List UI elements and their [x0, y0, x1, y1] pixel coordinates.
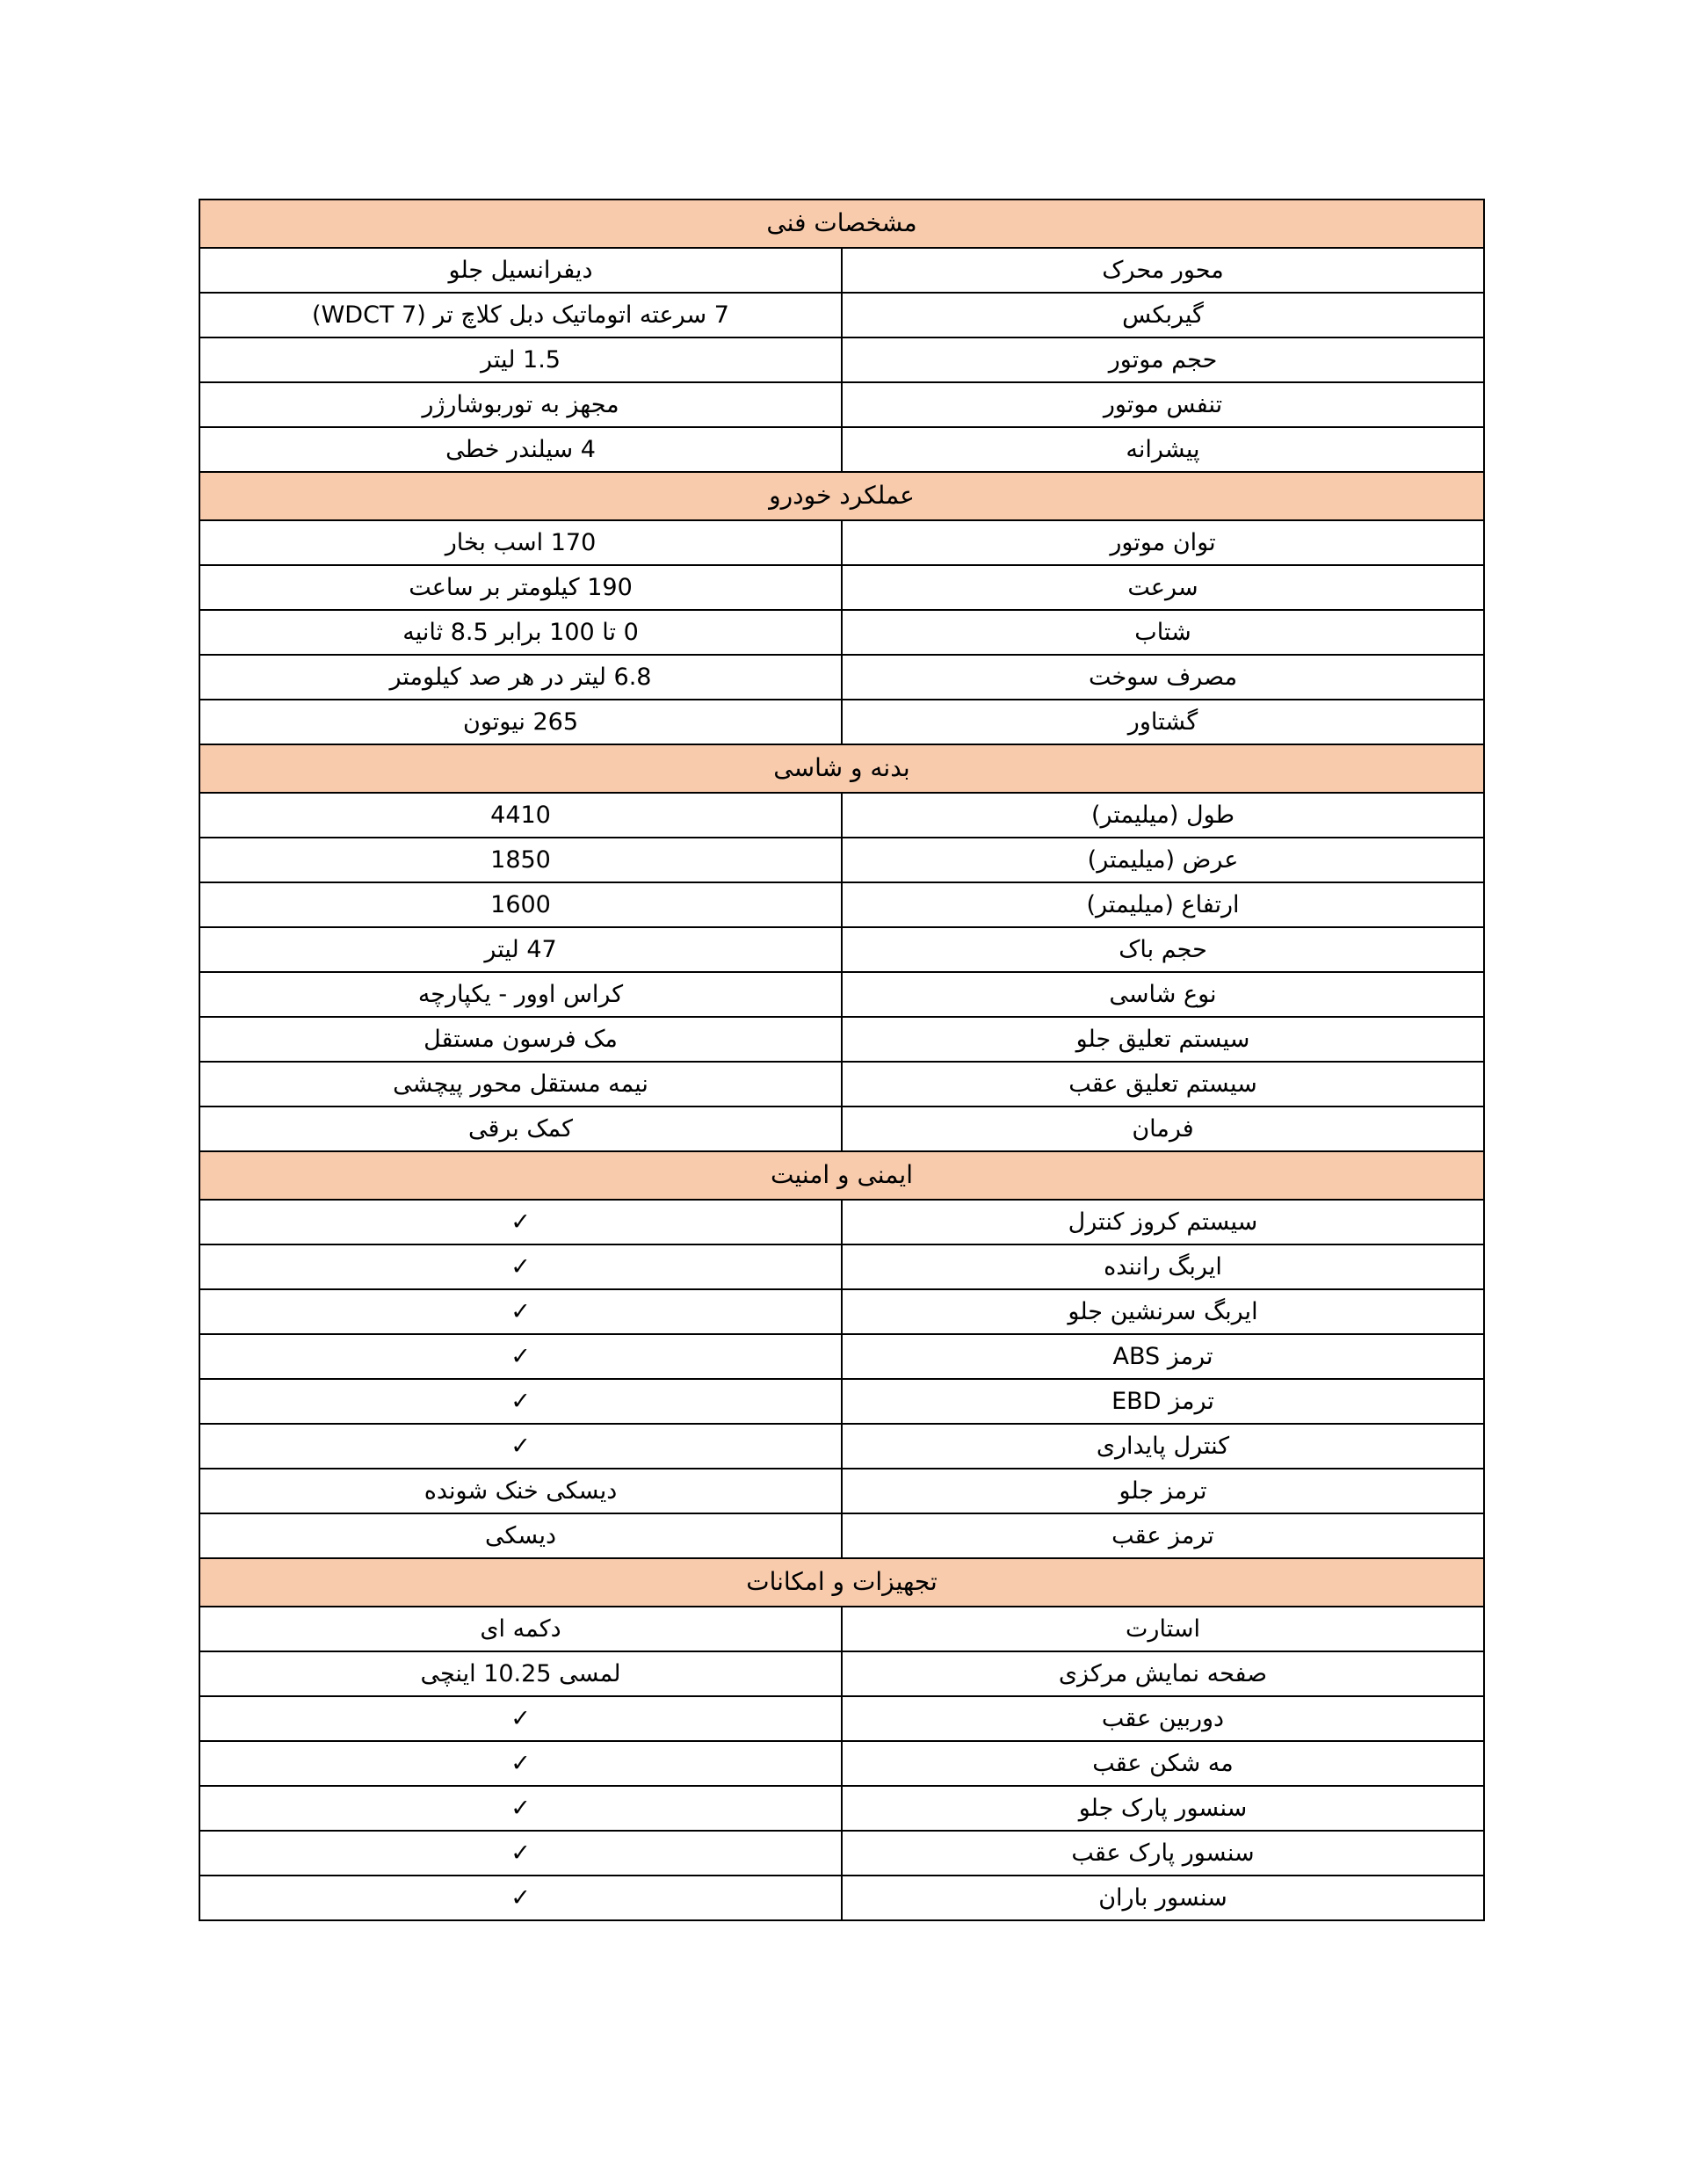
spec-label: ترمز جلو [842, 1469, 1484, 1513]
table-row [199, 1200, 1484, 1244]
table-row [199, 1469, 1484, 1513]
spec-value: مک فرسون مستقل [199, 1017, 842, 1062]
section-header-row [199, 1558, 1484, 1607]
spec-label: نوع شاسی [842, 972, 1484, 1017]
spec-label: شتاب [842, 610, 1484, 655]
table-row [199, 1244, 1484, 1289]
spec-label: صفحه نمایش مرکزی [842, 1651, 1484, 1696]
table-row [199, 520, 1484, 565]
table-row [199, 838, 1484, 882]
spec-label: عرض (میلیمتر) [842, 838, 1484, 882]
table-row [199, 1062, 1484, 1107]
table-row [199, 610, 1484, 655]
spec-label: گیربکس [842, 293, 1484, 337]
spec-label: طول (میلیمتر) [842, 793, 1484, 838]
spec-label: سنسور پارک جلو [842, 1786, 1484, 1831]
table-row [199, 337, 1484, 382]
table-row [199, 1876, 1484, 1920]
spec-label: سیستم تعلیق جلو [842, 1017, 1484, 1062]
table-row [199, 700, 1484, 744]
spec-value: 4410 [199, 793, 842, 838]
spec-label: ارتفاع (میلیمتر) [842, 882, 1484, 927]
spec-label: ایربگ راننده [842, 1244, 1484, 1289]
spec-label: حجم موتور [842, 337, 1484, 382]
spec-label: مه شکن عقب [842, 1741, 1484, 1786]
table-row [199, 1831, 1484, 1876]
spec-label: سرعت [842, 565, 1484, 610]
section-title: بدنه و شاسی [199, 744, 1484, 793]
spec-value: دکمه ای [199, 1607, 842, 1651]
spec-value: 170 اسب بخار [199, 520, 842, 565]
check-icon: ✓ [199, 1244, 842, 1289]
spec-value: دیسکی [199, 1513, 842, 1558]
section-title: تجهیزات و امکانات [199, 1558, 1484, 1607]
spec-table [199, 199, 1485, 1921]
spec-table-body [199, 200, 1484, 1920]
check-icon: ✓ [199, 1696, 842, 1741]
table-row [199, 927, 1484, 972]
check-icon: ✓ [199, 1334, 842, 1379]
section-title: مشخصات فنی [199, 200, 1484, 248]
table-row [199, 1786, 1484, 1831]
spec-value: دیفرانسیل جلو [199, 248, 842, 293]
section-header-row [199, 472, 1484, 520]
spec-value: 265 نیوتون [199, 700, 842, 744]
section-header-row [199, 1151, 1484, 1200]
table-row [199, 1513, 1484, 1558]
table-row [199, 1379, 1484, 1424]
table-row [199, 882, 1484, 927]
spec-value: 4 سیلندر خطی [199, 427, 842, 472]
spec-value: نیمه مستقل محور پیچشی [199, 1062, 842, 1107]
section-title: ایمنی و امنیت [199, 1151, 1484, 1200]
check-icon: ✓ [199, 1786, 842, 1831]
table-row [199, 382, 1484, 427]
spec-label: گشتاور [842, 700, 1484, 744]
spec-label: مصرف سوخت [842, 655, 1484, 700]
check-icon: ✓ [199, 1379, 842, 1424]
spec-value: کمک برقی [199, 1107, 842, 1151]
spec-value: 6.8 لیتر در هر صد کیلومتر [199, 655, 842, 700]
table-row [199, 972, 1484, 1017]
table-row [199, 793, 1484, 838]
section-header-row [199, 200, 1484, 248]
check-icon: ✓ [199, 1741, 842, 1786]
spec-label: محور محرک [842, 248, 1484, 293]
spec-label: سنسور پارک عقب [842, 1831, 1484, 1876]
table-row [199, 1741, 1484, 1786]
section-header-row [199, 744, 1484, 793]
table-row [199, 293, 1484, 337]
spec-value: 0 تا 100 برابر 8.5 ثانیه [199, 610, 842, 655]
table-row [199, 1334, 1484, 1379]
table-row [199, 655, 1484, 700]
spec-label: استارت [842, 1607, 1484, 1651]
spec-value: کراس اوور - یکپارچه [199, 972, 842, 1017]
table-row [199, 427, 1484, 472]
spec-label: تنفس موتور [842, 382, 1484, 427]
spec-value: 190 کیلومتر بر ساعت [199, 565, 842, 610]
table-row [199, 1607, 1484, 1651]
table-row [199, 1289, 1484, 1334]
spec-value: 7 سرعته اتوماتیک دبل کلاچ تر (7 WDCT) [199, 293, 842, 337]
spec-value: مجهز به توربوشارژر [199, 382, 842, 427]
spec-label: سیستم تعلیق عقب [842, 1062, 1484, 1107]
check-icon: ✓ [199, 1289, 842, 1334]
check-icon: ✓ [199, 1876, 842, 1920]
spec-label: دوربین عقب [842, 1696, 1484, 1741]
spec-label: توان موتور [842, 520, 1484, 565]
spec-value: 1850 [199, 838, 842, 882]
table-row [199, 1424, 1484, 1469]
table-row [199, 565, 1484, 610]
table-row [199, 248, 1484, 293]
spec-label: سیستم کروز کنترل [842, 1200, 1484, 1244]
table-row [199, 1017, 1484, 1062]
table-row [199, 1651, 1484, 1696]
spec-label: ترمز ABS [842, 1334, 1484, 1379]
spec-value: دیسکی خنک شونده [199, 1469, 842, 1513]
check-icon: ✓ [199, 1424, 842, 1469]
spec-value: 47 لیتر [199, 927, 842, 972]
spec-label: فرمان [842, 1107, 1484, 1151]
spec-label: ترمز عقب [842, 1513, 1484, 1558]
spec-label: کنترل پایداری [842, 1424, 1484, 1469]
check-icon: ✓ [199, 1200, 842, 1244]
table-row [199, 1107, 1484, 1151]
spec-label: پیشرانه [842, 427, 1484, 472]
table-row [199, 1696, 1484, 1741]
spec-label: ایربگ سرنشین جلو [842, 1289, 1484, 1334]
check-icon: ✓ [199, 1831, 842, 1876]
spec-value: 1600 [199, 882, 842, 927]
spec-label: ترمز EBD [842, 1379, 1484, 1424]
spec-label: سنسور باران [842, 1876, 1484, 1920]
spec-label: حجم باک [842, 927, 1484, 972]
spec-value: لمسی 10.25 اینچی [199, 1651, 842, 1696]
spec-value: 1.5 لیتر [199, 337, 842, 382]
section-title: عملکرد خودرو [199, 472, 1484, 520]
